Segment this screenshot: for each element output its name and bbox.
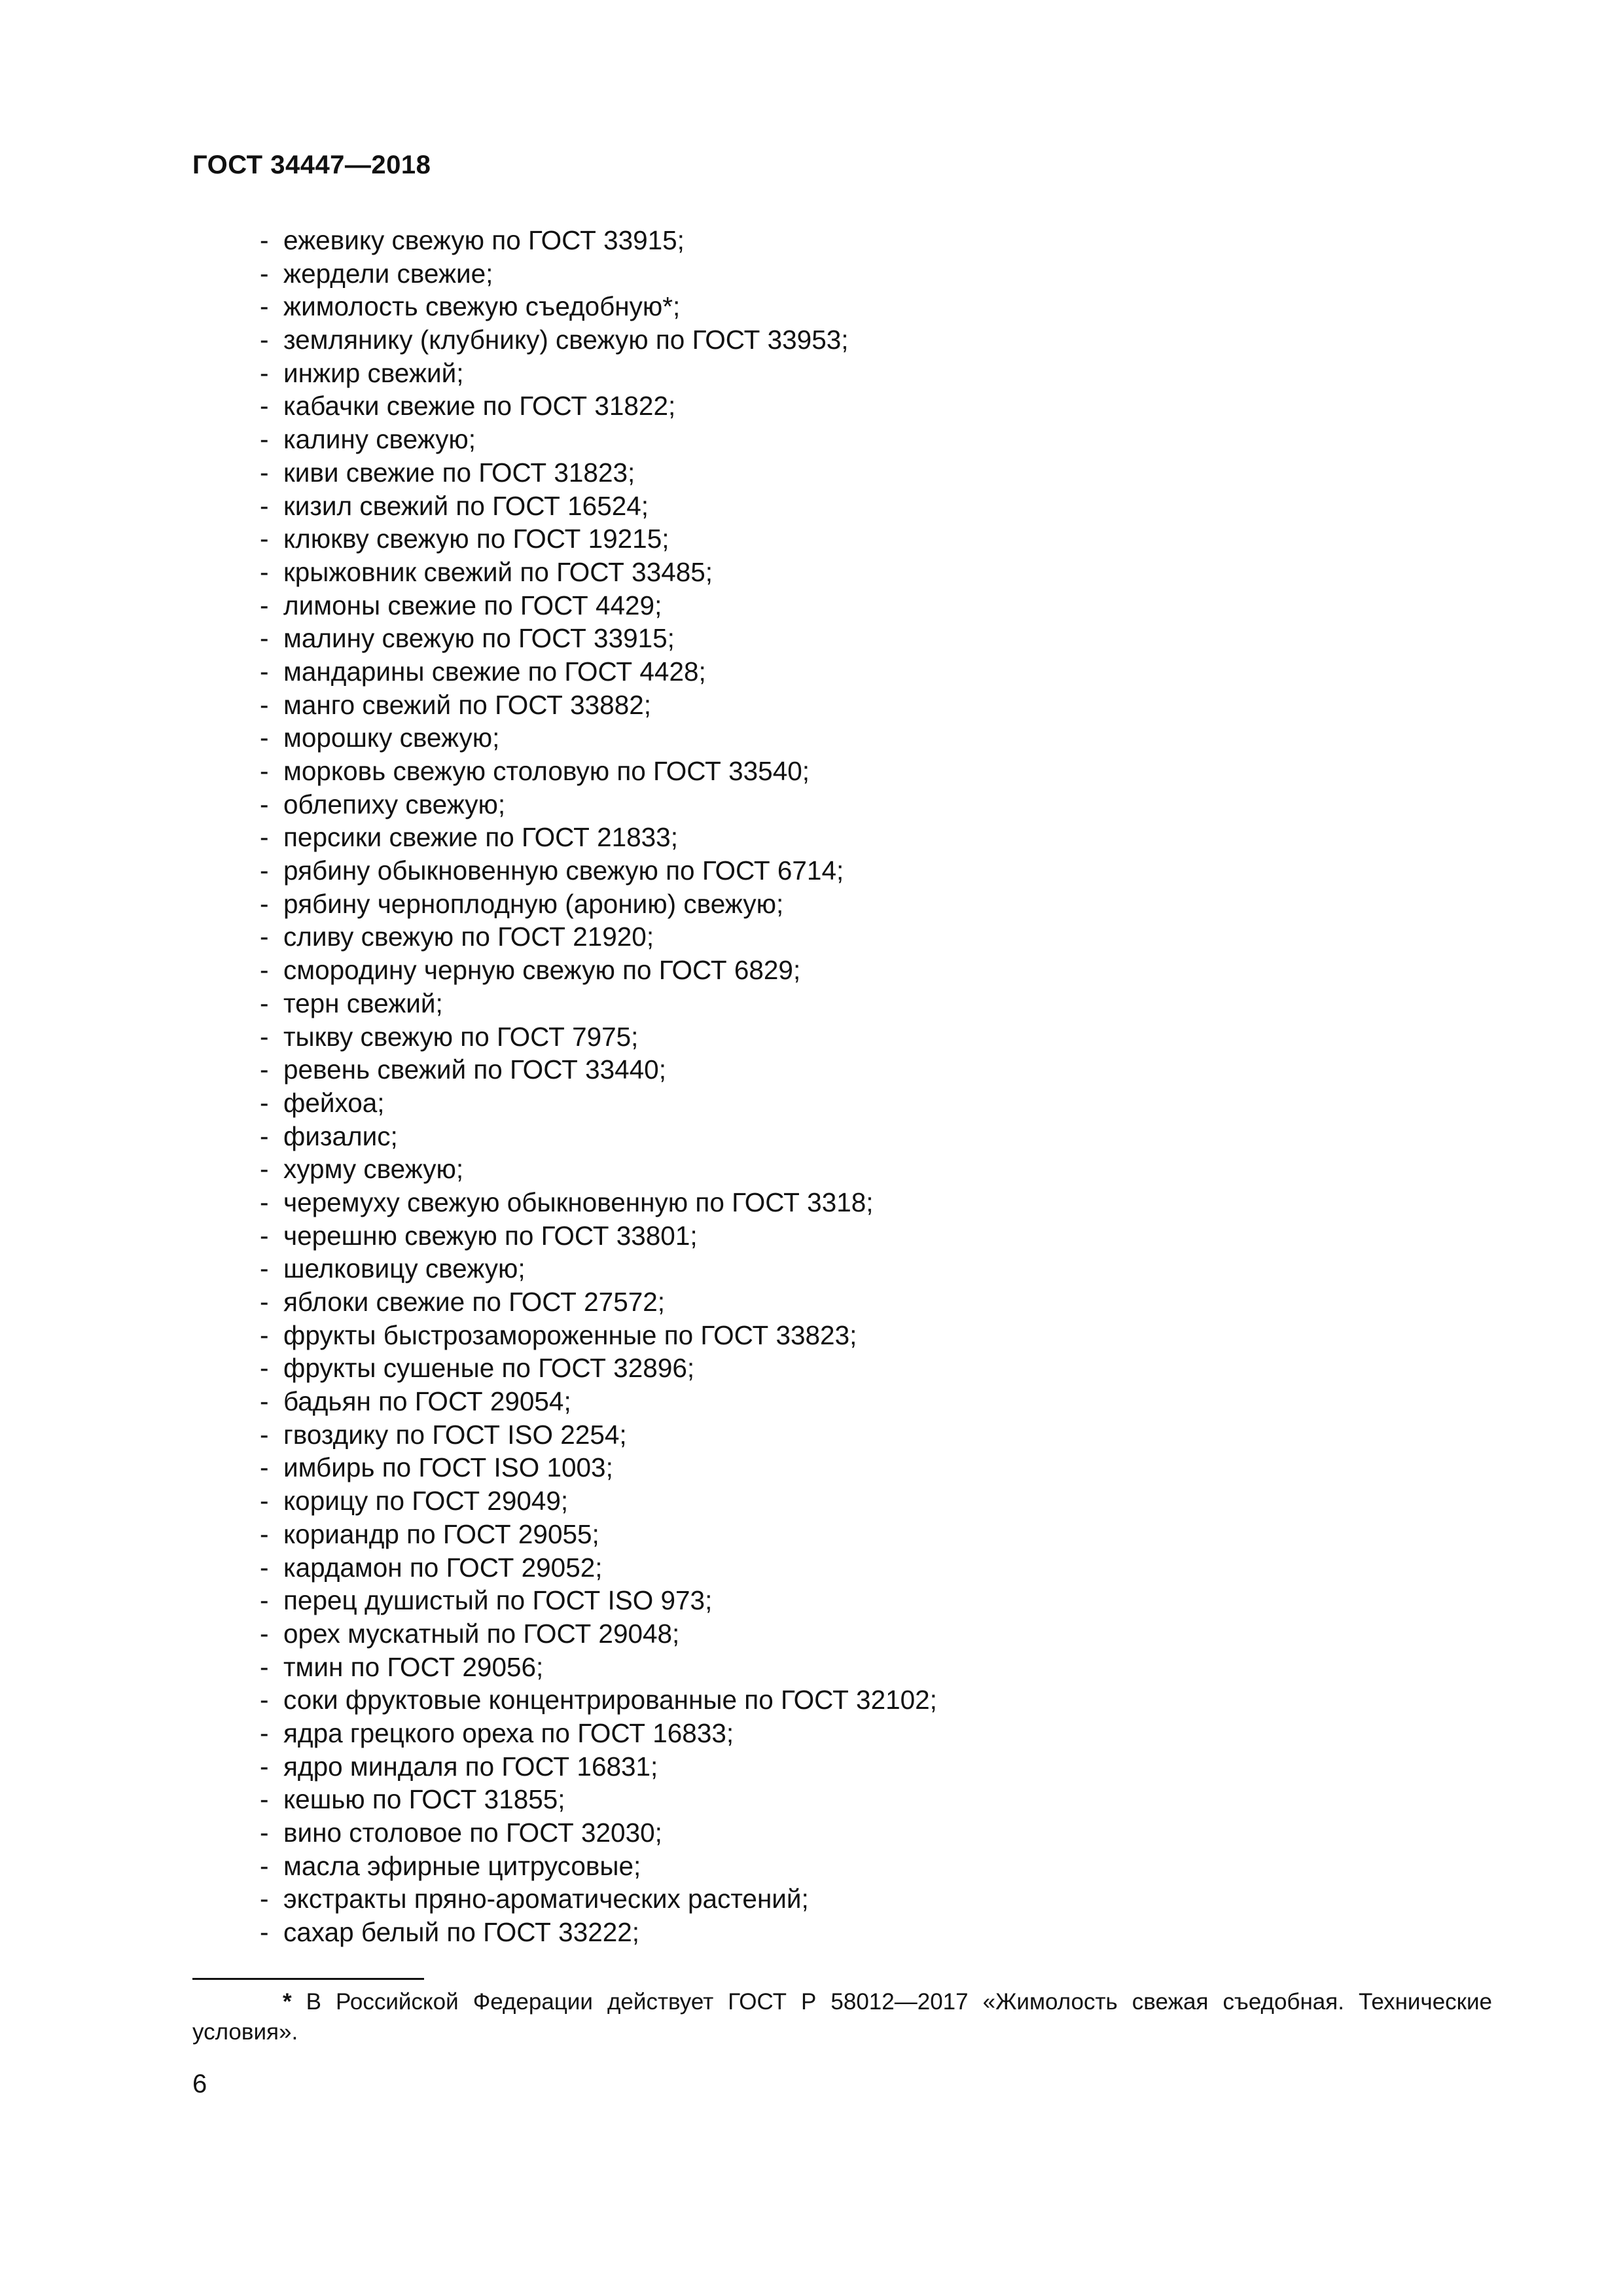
- list-item-text: морковь свежую столовую по ГОСТ 33540;: [283, 756, 810, 786]
- list-item: [260, 1617, 937, 1651]
- list-bullet-dash: -: [260, 689, 269, 720]
- list-item: [260, 1916, 937, 1949]
- list-item-text: рябину обыкновенную свежую по ГОСТ 6714;: [283, 855, 844, 886]
- list-bullet-dash: -: [260, 656, 269, 687]
- list-bullet-dash: -: [260, 1021, 269, 1052]
- list-item: [260, 1020, 937, 1054]
- list-item-text: ревень свежий по ГОСТ 33440;: [283, 1054, 666, 1085]
- list-item-text: тыкву свежую по ГОСТ 7975;: [283, 1021, 639, 1052]
- list-bullet-dash: -: [260, 623, 269, 654]
- list-item-text: киви свежие по ГОСТ 31823;: [283, 457, 635, 488]
- list-item: [260, 224, 937, 257]
- list-item: [260, 920, 937, 954]
- list-bullet-dash: -: [260, 1518, 269, 1549]
- list-item-text: бадьян по ГОСТ 29054;: [283, 1386, 571, 1417]
- list-bullet-dash: -: [260, 490, 269, 521]
- list-item-text: клюкву свежую по ГОСТ 19215;: [283, 524, 669, 554]
- list-item: [260, 290, 937, 323]
- list-item: [260, 689, 937, 722]
- list-item: [260, 1086, 937, 1120]
- list-bullet-dash: -: [260, 1054, 269, 1085]
- list-bullet-dash: -: [260, 1154, 269, 1185]
- list-bullet-dash: -: [260, 1486, 269, 1516]
- list-item: [260, 1717, 937, 1750]
- list-bullet-dash: -: [260, 291, 269, 322]
- list-item-text: рябину черноплодную (аронию) свежую;: [283, 888, 784, 919]
- list-item-text: масла эфирные цитрусовые;: [283, 1850, 641, 1881]
- list-bullet-dash: -: [260, 357, 269, 388]
- list-item: [260, 1451, 937, 1484]
- list-item: [260, 1882, 937, 1916]
- list-item-text: вино столовое по ГОСТ 32030;: [283, 1818, 662, 1848]
- list-item: [260, 821, 937, 854]
- list-item-text: орех мускатный по ГОСТ 29048;: [283, 1618, 680, 1649]
- list-bullet-dash: -: [260, 524, 269, 554]
- list-bullet-dash: -: [260, 888, 269, 919]
- list-bullet-dash: -: [260, 1353, 269, 1384]
- list-item-text: жимолость свежую съедобную*;: [283, 291, 681, 322]
- list-item: [260, 622, 937, 655]
- list-bullet-dash: -: [260, 1419, 269, 1450]
- list-item-text: ядра грецкого ореха по ГОСТ 16833;: [283, 1717, 734, 1748]
- list-item-text: перец душистый по ГОСТ ISO 973;: [283, 1585, 713, 1616]
- list-item: [260, 1584, 937, 1617]
- list-item: [260, 1850, 937, 1883]
- page-number: 6: [192, 2070, 207, 2098]
- footnote-line-2: условия».: [192, 2019, 298, 2045]
- list-item: [260, 1783, 937, 1816]
- list-item: [260, 1816, 937, 1850]
- list-item-text: гвоздику по ГОСТ ISO 2254;: [283, 1419, 627, 1450]
- list-bullet-dash: -: [260, 1618, 269, 1649]
- list-item: [260, 1385, 937, 1418]
- list-item: [260, 423, 937, 456]
- list-item: [260, 1651, 937, 1684]
- list-item: [260, 1319, 937, 1352]
- list-item: [260, 1750, 937, 1784]
- list-item: [260, 1053, 937, 1086]
- list-item: [260, 888, 937, 921]
- list-item-text: сахар белый по ГОСТ 33222;: [283, 1917, 640, 1948]
- list-item-text: сливу свежую по ГОСТ 21920;: [283, 922, 654, 952]
- list-item: [260, 357, 937, 390]
- list-item-text: кешью по ГОСТ 31855;: [283, 1784, 565, 1815]
- list-item: [260, 490, 937, 523]
- list-item: [260, 788, 937, 821]
- list-item: [260, 1551, 937, 1585]
- list-item-text: манго свежий по ГОСТ 33882;: [283, 689, 651, 720]
- list-bullet-dash: -: [260, 590, 269, 620]
- list-item-text: корицу по ГОСТ 29049;: [283, 1486, 569, 1516]
- list-item-text: соки фруктовые концентрированные по ГОСТ 32102;: [283, 1685, 937, 1715]
- list-bullet-dash: -: [260, 1187, 269, 1217]
- list-item-text: яблоки свежие по ГОСТ 27572;: [283, 1287, 666, 1317]
- list-bullet-dash: -: [260, 1884, 269, 1914]
- list-bullet-dash: -: [260, 1651, 269, 1682]
- list-bullet-dash: -: [260, 1585, 269, 1616]
- list-bullet-dash: -: [260, 325, 269, 355]
- list-item-text: фрукты сушеные по ГОСТ 32896;: [283, 1353, 695, 1384]
- list-item-text: лимоны свежие по ГОСТ 4429;: [283, 590, 662, 620]
- list-item: [260, 987, 937, 1020]
- list-bullet-dash: -: [260, 756, 269, 786]
- list-item: [260, 1418, 937, 1452]
- list-bullet-dash: -: [260, 1319, 269, 1350]
- footnote-text: В Российской Федерации действует ГОСТ Р 58012—2017 «Жимолость свежая съедобная. Технические: [306, 1989, 1492, 2015]
- list-item-text: персики свежие по ГОСТ 21833;: [283, 822, 678, 853]
- list-item-text: черешню свежую по ГОСТ 33801;: [283, 1220, 698, 1251]
- list-bullet-dash: -: [260, 1253, 269, 1284]
- list-item: [260, 556, 937, 589]
- list-item-text: фейхоа;: [283, 1087, 385, 1118]
- footnote: [192, 1987, 1492, 2047]
- list-item-text: кориандр по ГОСТ 29055;: [283, 1518, 599, 1549]
- list-item: [260, 1352, 937, 1385]
- document-header: ГОСТ 34447—2018: [192, 151, 431, 179]
- list-item: [260, 1186, 937, 1219]
- list-item-text: тмин по ГОСТ 29056;: [283, 1651, 544, 1682]
- list-bullet-dash: -: [260, 1850, 269, 1881]
- list-bullet-dash: -: [260, 855, 269, 886]
- list-item-text: физалис;: [283, 1121, 398, 1151]
- list-item-text: жердели свежие;: [283, 258, 493, 289]
- list-item-text: имбирь по ГОСТ ISO 1003;: [283, 1452, 613, 1483]
- list-bullet-dash: -: [260, 1287, 269, 1317]
- list-item: [260, 954, 937, 987]
- list-item: [260, 721, 937, 755]
- list-item: [260, 456, 937, 490]
- list-item-text: морошку свежую;: [283, 723, 500, 753]
- list-bullet-dash: -: [260, 1717, 269, 1748]
- list-bullet-dash: -: [260, 1784, 269, 1815]
- list-item-text: кизил свежий по ГОСТ 16524;: [283, 490, 649, 521]
- list-bullet-dash: -: [260, 822, 269, 853]
- list-item: [260, 589, 937, 622]
- list-item-text: смородину черную свежую по ГОСТ 6829;: [283, 955, 801, 986]
- list-bullet-dash: -: [260, 556, 269, 587]
- list-item-text: ежевику свежую по ГОСТ 33915;: [283, 225, 685, 255]
- list-item-text: черемуху свежую обыкновенную по ГОСТ 3318;: [283, 1187, 874, 1217]
- list-item-text: хурму свежую;: [283, 1154, 464, 1185]
- list-item: [260, 854, 937, 888]
- list-bullet-dash: -: [260, 1818, 269, 1848]
- list-item: [260, 1285, 937, 1319]
- list-bullet-dash: -: [260, 1121, 269, 1151]
- footnote-separator: [192, 1978, 424, 1980]
- list-item-text: инжир свежий;: [283, 357, 464, 388]
- list-item: [260, 257, 937, 291]
- list-bullet-dash: -: [260, 922, 269, 952]
- list-item-text: облепиху свежую;: [283, 789, 506, 819]
- list-bullet-dash: -: [260, 225, 269, 255]
- list-item: [260, 389, 937, 423]
- list-item-text: ядро миндаля по ГОСТ 16831;: [283, 1751, 658, 1782]
- footnote-marker: *: [283, 1989, 292, 2015]
- list-bullet-dash: -: [260, 258, 269, 289]
- list-item: [260, 522, 937, 556]
- list-bullet-dash: -: [260, 955, 269, 986]
- list-bullet-dash: -: [260, 1552, 269, 1583]
- list-item-text: кабачки свежие по ГОСТ 31822;: [283, 391, 676, 422]
- list-bullet-dash: -: [260, 1917, 269, 1948]
- list-item-text: землянику (клубнику) свежую по ГОСТ 33953;: [283, 325, 849, 355]
- list-item: [260, 755, 937, 788]
- list-bullet-dash: -: [260, 1685, 269, 1715]
- list-item: [260, 1120, 937, 1153]
- list-item-text: кардамон по ГОСТ 29052;: [283, 1552, 603, 1583]
- list-item-text: фрукты быстрозамороженные по ГОСТ 33823;: [283, 1319, 857, 1350]
- list-item: [260, 1252, 937, 1285]
- list-item-text: малину свежую по ГОСТ 33915;: [283, 623, 675, 654]
- list-bullet-dash: -: [260, 424, 269, 455]
- list-bullet-dash: -: [260, 457, 269, 488]
- list-item: [260, 1518, 937, 1551]
- list-item: [260, 1219, 937, 1253]
- list-bullet-dash: -: [260, 1220, 269, 1251]
- list-item-text: терн свежий;: [283, 988, 443, 1018]
- list-item: [260, 323, 937, 357]
- list-bullet-dash: -: [260, 1751, 269, 1782]
- list-item: [260, 1484, 937, 1518]
- list-item-text: экстракты пряно-ароматических растений;: [283, 1884, 809, 1914]
- list-bullet-dash: -: [260, 988, 269, 1018]
- list-bullet-dash: -: [260, 391, 269, 422]
- item-list: [260, 224, 937, 1949]
- list-item: [260, 1683, 937, 1717]
- list-item-text: мандарины свежие по ГОСТ 4428;: [283, 656, 706, 687]
- footnote-line-1: [192, 1987, 1492, 2017]
- list-item-text: крыжовник свежий по ГОСТ 33485;: [283, 556, 713, 587]
- list-item: [260, 655, 937, 689]
- list-bullet-dash: -: [260, 1452, 269, 1483]
- list-item-text: шелковицу свежую;: [283, 1253, 526, 1284]
- list-bullet-dash: -: [260, 1386, 269, 1417]
- list-bullet-dash: -: [260, 789, 269, 819]
- list-bullet-dash: -: [260, 723, 269, 753]
- list-bullet-dash: -: [260, 1087, 269, 1118]
- list-item-text: калину свежую;: [283, 424, 476, 455]
- list-item: [260, 1153, 937, 1186]
